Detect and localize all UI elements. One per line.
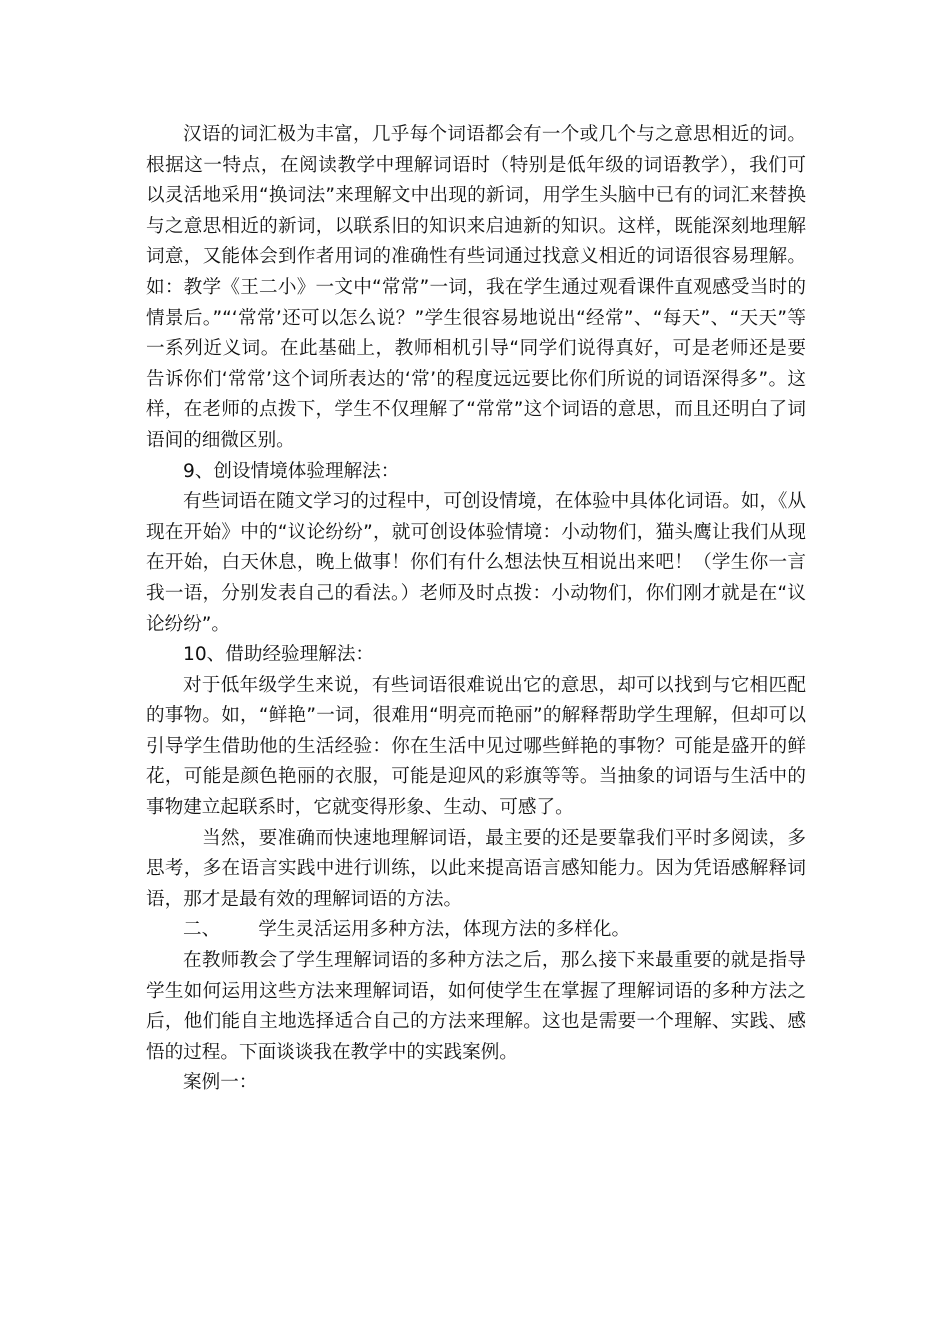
- section-heading-two: [146, 915, 806, 946]
- paragraph-conclusion: 当然，要准确而快速地理解词语，最主要的还是要靠我们平时多阅读，多思考，多在语言实践中进行训练，以此来提高语言感知能力。因为凭语感解释词语，那才是最有效的理解词语的方法。: [146, 827, 806, 910]
- paragraph-synonym-method: 汉语的词汇极为丰富，几乎每个词语都会有一个或几个与之意思相近的词。根据这一特点，在阅读教学中理解词语时（特别是低年级的词语教学），我们可以灵活地采用“换词法”来理解文中出现的新词，用学生头脑中已有的词汇来替换与之意思相近的新词，以联系旧的知识来启迪新的知识。这样，既能深刻地理解词意，又能体会到作者用词的准确性有些词通过找意义相近的词语很容易理解。如：教学《王二小》一文中“常常”一词，我在学生通过观看课件直观感受当时的情景后。”“‘常常’还可以怎么说？”学生很容易地说出“经常”、“每天”、“天天”等一系列近义词。在此基础上，教师相机引导“同学们说得真好，可是老师还是要告诉你们‘常常’这个词所表达的‘常’的程度远远要比你们所说的词语深得多”。这样，在老师的点拨下，学生不仅理解了“常常”这个词语的意思，而且还明白了词语间的细微区别。: [146, 124, 806, 451]
- paragraph-situational-method: 有些词语在随文学习的过程中，可创设情境，在体验中具体化词语。如，《从现在开始》中的“议论纷纷”，就可创设体验情境：小动物们，猫头鹰让我们从现在开始，白天休息，晚上做事！你们有什么想法快互相说出来吧！（学生你一言我一语，分别发表自己的看法。）老师及时点拨：小动物们，你们刚才就是在“议论纷纷”。: [146, 491, 806, 635]
- paragraph-experience-method: 对于低年级学生来说，有些词语很难说出它的意思，却可以找到与它相匹配的事物。如，“鲜艳”一词，很难用“明亮而艳丽”的解释帮助学生理解，但却可以引导学生借助他的生活经验：你在生活中见过哪些鲜艳的事物？可能是盛开的鲜花，可能是颜色艳丽的衣服，可能是迎风的彩旗等等。当抽象的词语与生活中的事物建立起联系时，它就变得形象、生动、可感了。: [146, 674, 806, 819]
- case-one-label: 案例一：: [183, 1072, 258, 1094]
- section-number: 二、: [183, 919, 221, 941]
- document-body: [146, 120, 806, 1099]
- subheading-situational-method: 9、创设情境体验理解法：: [183, 460, 400, 482]
- subheading-experience-method: 10、借助经验理解法：: [183, 644, 375, 666]
- paragraph-flexible-use: 在教师教会了学生理解词语的多种方法之后，那么接下来最重要的就是指导学生如何运用这些方法来理解词语，如何使学生在掌握了理解词语的多种方法之后，他们能自主地选择适合自己的方法来理解。这也是需要一个理解、实践、感悟的过程。下面谈谈我在教学中的实践案例。: [146, 950, 806, 1063]
- section-title: 学生灵活运用多种方法，体现方法的多样化。: [258, 919, 631, 941]
